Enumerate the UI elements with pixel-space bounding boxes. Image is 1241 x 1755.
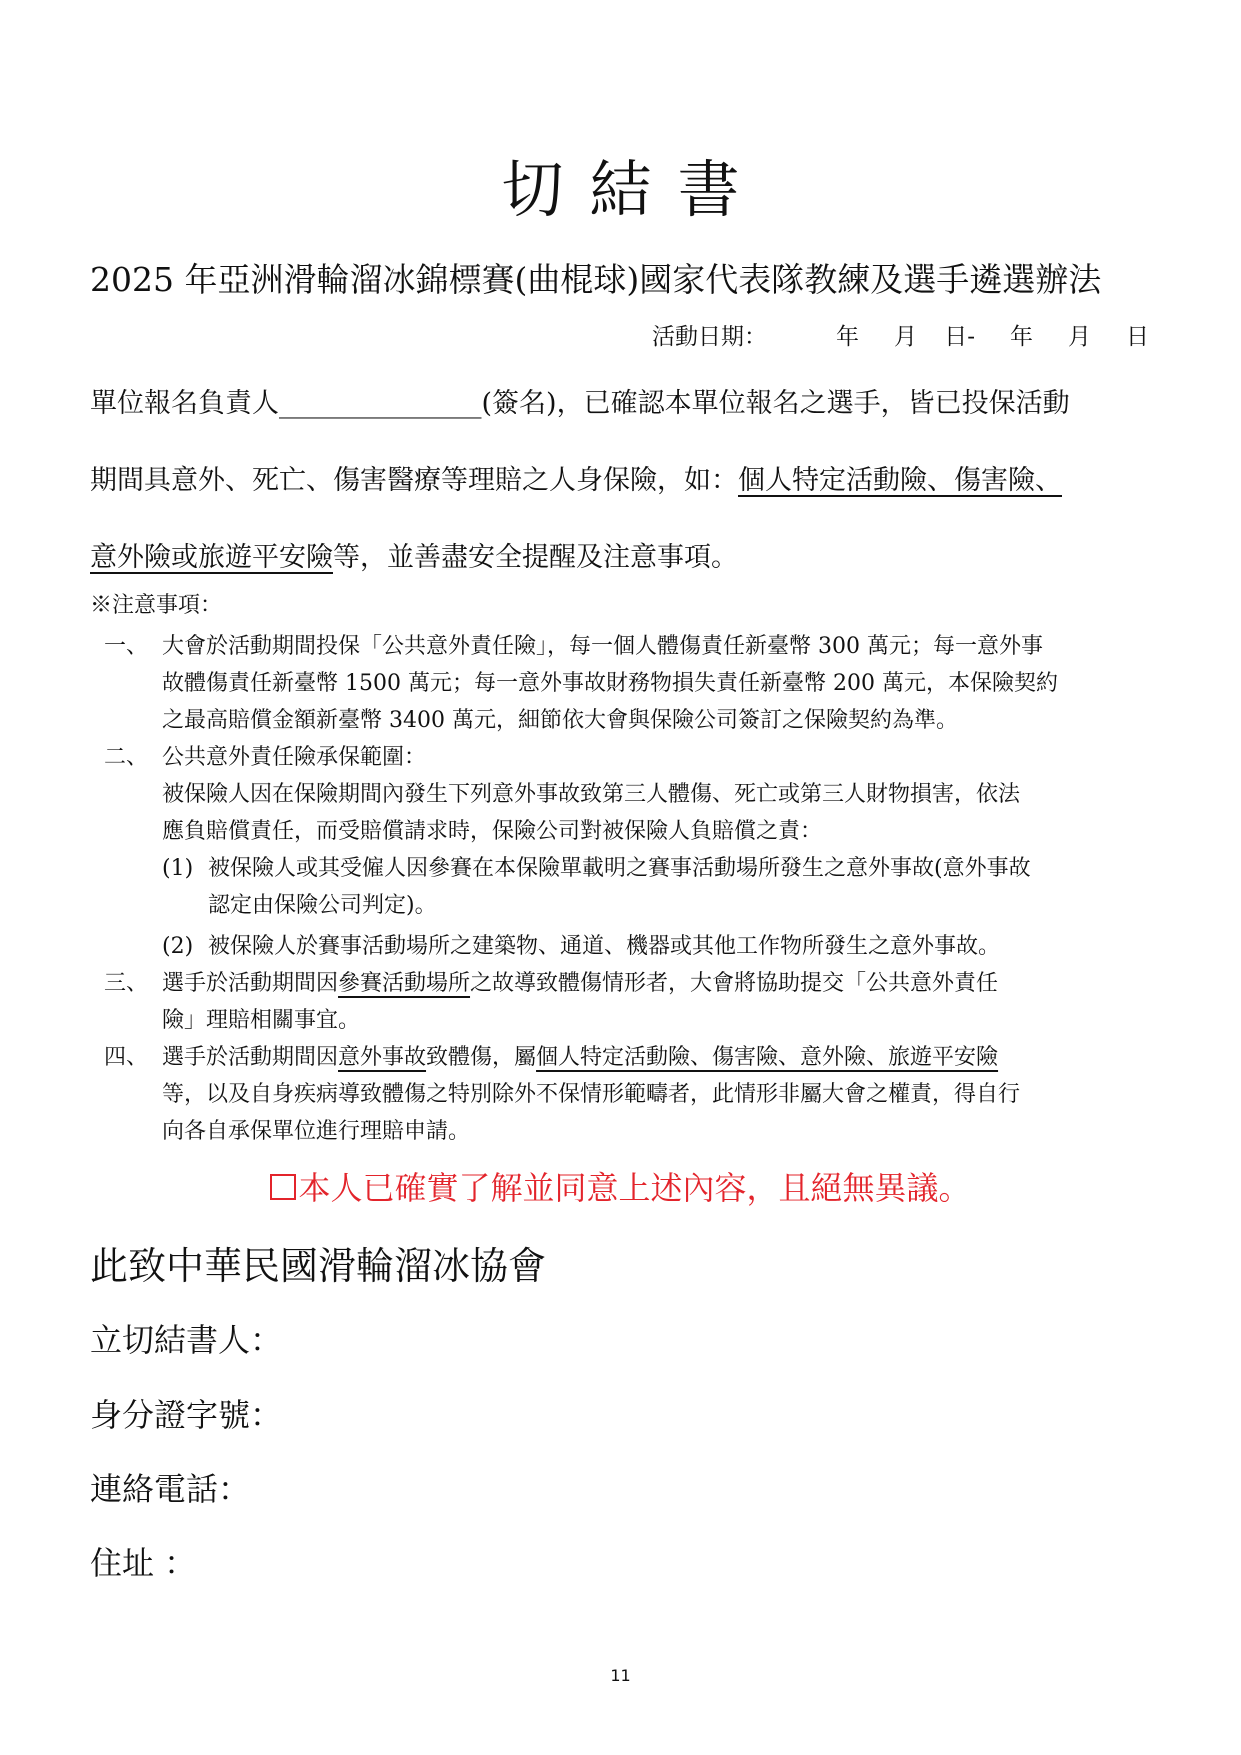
note-text: 致體傷，屬 — [426, 1045, 537, 1070]
note-line: 險」理賠相關事宜。 — [162, 1008, 361, 1033]
signer-field-label: 立切結書人： — [90, 1321, 283, 1359]
note-line: 應負賠償責任，而受賠償請求時，保險公司對被保險人負賠償之責： — [162, 819, 823, 844]
note-sub-item-2 — [162, 928, 1165, 965]
notes-title: ※注意事項： — [90, 593, 223, 618]
note-line — [162, 1039, 1165, 1076]
note-line: 大會於活動期間投保「公共意外責任險」，每一個人體傷責任新臺幣 300 萬元；每一意外事 — [162, 634, 1043, 659]
note-text: 選手於活動期間因 — [162, 971, 339, 996]
note-line: 向各自承保單位進行理賠申請。 — [162, 1119, 471, 1144]
date-year-end: 年 — [1010, 324, 1033, 350]
closing-salutation: 此致中華民國滑輪溜冰協會 — [90, 1244, 547, 1288]
note-underlined-text: 意外事故 — [338, 1045, 427, 1070]
note-item-1 — [90, 628, 1165, 739]
date-month-end: 月 — [1068, 324, 1091, 350]
sub-item-number: (1) — [162, 856, 194, 881]
date-day-end: 日 — [1126, 324, 1149, 350]
insurance-types-underlined-2: 意外險或旅遊平安險 — [90, 542, 333, 573]
sub-item-line: 被保險人於賽事活動場所之建築物、通道、機器或其他工作物所發生之意外事故。 — [208, 934, 1001, 959]
note-line: 故體傷責任新臺幣 1500 萬元；每一意外事故財務物損失責任新臺幣 200 萬元，本保險契約 — [162, 671, 1058, 696]
note-item-3 — [90, 965, 1165, 1039]
date-year-start: 年 — [836, 324, 859, 350]
note-number: 一、 — [104, 634, 149, 659]
consent-checkbox[interactable] — [270, 1174, 296, 1200]
document-title: 切結書 — [501, 153, 766, 226]
consent-statement — [0, 1166, 1241, 1210]
note-line: 被保險人因在保險期間內發生下列意外事故致第三人體傷、死亡或第三人財物損害，依法 — [162, 782, 1021, 807]
insurance-types-underlined: 個人特定活動險、傷害險、 — [738, 465, 1062, 496]
date-month-start: 月 — [894, 324, 917, 350]
note-line: 等，以及自身疾病導致體傷之特別除外不保情形範疇者，此情形非屬大會之權責，得自行 — [162, 1082, 1021, 1107]
sub-item-line: 被保險人或其受僱人因參賽在本保險單載明之賽事活動場所發生之意外事故(意外事故 — [208, 856, 1031, 881]
sub-item-line: 認定由保險公司判定)。 — [208, 893, 437, 918]
address-field-label: 住址 ： — [90, 1544, 197, 1582]
id-number-field-label: 身分證字號： — [90, 1396, 283, 1434]
page-number: 11 — [610, 1666, 631, 1685]
note-number: 三、 — [104, 971, 149, 996]
note-sub-item-1 — [162, 850, 1165, 924]
declaration-line-3-text: 等，並善盡安全提醒及注意事項。 — [333, 542, 738, 573]
sub-item-number: (2) — [162, 934, 194, 959]
note-underlined-text: 個人特定活動險、傷害險、意外險、旅遊平安險 — [536, 1045, 999, 1070]
activity-date-line — [652, 320, 1149, 354]
note-item-4 — [90, 1039, 1165, 1150]
declaration-line-2 — [90, 458, 1150, 497]
note-underlined-text: 參賽活動場所 — [338, 971, 471, 996]
note-line: 公共意外責任險承保範圍： — [162, 745, 427, 770]
activity-date-label: 活動日期： — [652, 324, 767, 350]
note-line: 之最高賠償金額新臺幣 3400 萬元，細節依大會與保險公司簽訂之保險契約為準。 — [162, 708, 958, 733]
note-number: 二、 — [104, 745, 149, 770]
note-line — [162, 965, 1165, 1002]
note-text: 之故導致體傷情形者，大會將協助提交「公共意外責任 — [470, 971, 999, 996]
note-number: 四、 — [104, 1045, 149, 1070]
declaration-line-1: 單位報名負責人_______________(簽名)，已確認本單位報名之選手，皆已投保活動 — [90, 388, 1070, 419]
note-text: 選手於活動期間因 — [162, 1045, 339, 1070]
notes-list — [90, 628, 1165, 1150]
declaration-line-3 — [90, 535, 1150, 574]
note-item-2 — [90, 739, 1165, 965]
document-subtitle: 2025 年亞洲滑輪溜冰錦標賽(曲棍球)國家代表隊教練及選手遴選辦法 — [90, 260, 1102, 299]
date-day-start: 日- — [944, 324, 975, 350]
consent-text: 本人已確實了解並同意上述內容，且絕無異議。 — [298, 1169, 971, 1207]
declaration-line-2-text: 期間具意外、死亡、傷害醫療等理賠之人身保險，如： — [90, 465, 738, 496]
phone-field-label: 連絡電話： — [90, 1470, 251, 1508]
